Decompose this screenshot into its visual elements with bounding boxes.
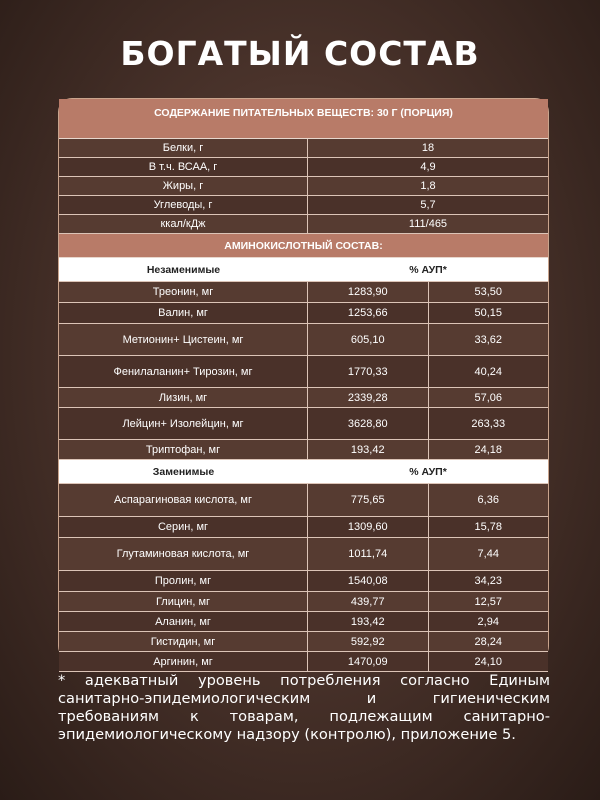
amino-amount: 193,42 <box>308 612 429 631</box>
amino-name: Глицин, мг <box>59 592 308 611</box>
table-row <box>59 303 548 324</box>
amino-percent: 24,10 <box>474 655 503 668</box>
nutrient-value: 5,7 <box>420 199 436 211</box>
nutrition-table <box>59 139 548 234</box>
table-row <box>59 177 548 196</box>
amino-name: Лейцин+ Изолейцин, мг <box>59 408 308 439</box>
nutrient-value: 111/465 <box>408 218 448 230</box>
table-row <box>59 632 548 652</box>
table-row <box>59 215 548 234</box>
essential-header <box>59 258 548 282</box>
amino-name: Аргинин, мг <box>59 652 308 671</box>
amino-percent: 24,18 <box>474 443 503 456</box>
amino-amount: 439,77 <box>308 592 429 611</box>
table-row <box>59 158 548 177</box>
amino-percent: 2,94 <box>477 615 499 628</box>
amino-percent: 33,62 <box>474 333 503 346</box>
nutrient-name: В т.ч. ВСАА, г <box>59 158 308 176</box>
table-row <box>59 571 548 592</box>
nutrient-value: 4,9 <box>420 161 436 173</box>
nutrition-header: СОДЕРЖАНИЕ ПИТАТЕЛЬНЫХ ВЕЩЕСТВ: 30 Г (ПОРЦИЯ) <box>59 99 548 139</box>
nonessential-table <box>59 484 548 672</box>
amino-name: Аланин, мг <box>59 612 308 631</box>
amino-percent: 12,57 <box>474 595 503 608</box>
amino-header: АМИНОКИСЛОТНЫЙ СОСТАВ: <box>59 234 548 258</box>
amino-amount: 1283,90 <box>308 282 429 302</box>
table-row <box>59 592 548 612</box>
nutrient-name: Белки, г <box>59 139 308 157</box>
table-row <box>59 612 548 632</box>
nonessential-col-label: % АУП* <box>409 465 447 478</box>
amino-name: Глутаминовая кислота, мг <box>59 538 308 570</box>
table-row <box>59 440 548 460</box>
amino-percent: 6,36 <box>477 494 499 506</box>
table-row <box>59 282 548 303</box>
nutrient-value: 18 <box>421 142 435 154</box>
amino-percent: 40,24 <box>474 365 503 378</box>
table-row <box>59 652 548 672</box>
table-row <box>59 388 548 408</box>
amino-name: Аспарагиновая кислота, мг <box>59 484 308 516</box>
amino-amount: 1011,74 <box>308 538 429 570</box>
amino-percent: 34,23 <box>474 575 503 587</box>
footnote: * адекватный уровень потребления согласно Единым санитарно-эпидемиологическим и гигиеническим требованиям к товарам, подлежащим санитарно-эпидемиологическому надзору (контролю), приложение 5. <box>58 672 550 743</box>
table-row <box>59 324 548 356</box>
amino-name: Метионин+ Цистеин, мг <box>59 324 308 355</box>
amino-name: Валин, мг <box>59 303 308 323</box>
amino-percent: 50,15 <box>474 307 503 319</box>
amino-percent: 15,78 <box>474 521 503 533</box>
table-row <box>59 356 548 388</box>
essential-col-label: % АУП* <box>409 263 447 276</box>
table-row <box>59 517 548 538</box>
nutrient-name: ккал/кДж <box>59 215 308 233</box>
table-row <box>59 484 548 517</box>
table-row <box>59 196 548 215</box>
amino-amount: 592,92 <box>308 632 429 651</box>
amino-name: Триптофан, мг <box>59 440 308 459</box>
nutrition-card <box>58 98 549 668</box>
essential-label: Незаменимые <box>146 263 221 276</box>
amino-percent: 53,50 <box>474 286 503 298</box>
amino-amount: 2339,28 <box>308 388 429 407</box>
essential-table <box>59 282 548 460</box>
amino-amount: 1309,60 <box>308 517 429 537</box>
nutrient-value: 1,8 <box>420 180 436 192</box>
table-row <box>59 408 548 440</box>
amino-amount: 193,42 <box>308 440 429 459</box>
amino-name: Фенилаланин+ Тирозин, мг <box>59 356 308 387</box>
amino-amount: 1253,66 <box>308 303 429 323</box>
amino-amount: 1770,33 <box>308 356 429 387</box>
amino-name: Гистидин, мг <box>59 632 308 651</box>
amino-percent: 28,24 <box>474 635 503 648</box>
table-row <box>59 139 548 158</box>
amino-amount: 1540,08 <box>308 571 429 591</box>
nutrient-name: Углеводы, г <box>59 196 308 214</box>
table-row <box>59 538 548 571</box>
page-title: БОГАТЫЙ СОСТАВ <box>120 34 480 73</box>
amino-amount: 605,10 <box>308 324 429 355</box>
amino-amount: 775,65 <box>308 484 429 516</box>
amino-name: Пролин, мг <box>59 571 308 591</box>
amino-percent: 7,44 <box>477 548 499 560</box>
nutrient-name: Жиры, г <box>59 177 308 195</box>
nonessential-header <box>59 460 548 484</box>
amino-name: Серин, мг <box>59 517 308 537</box>
amino-percent: 263,33 <box>471 417 506 430</box>
amino-percent: 57,06 <box>474 391 503 404</box>
amino-name: Лизин, мг <box>59 388 308 407</box>
amino-amount: 1470,09 <box>308 652 429 671</box>
amino-amount: 3628,80 <box>308 408 429 439</box>
amino-name: Треонин, мг <box>59 282 308 302</box>
nonessential-label: Заменимые <box>152 465 215 478</box>
